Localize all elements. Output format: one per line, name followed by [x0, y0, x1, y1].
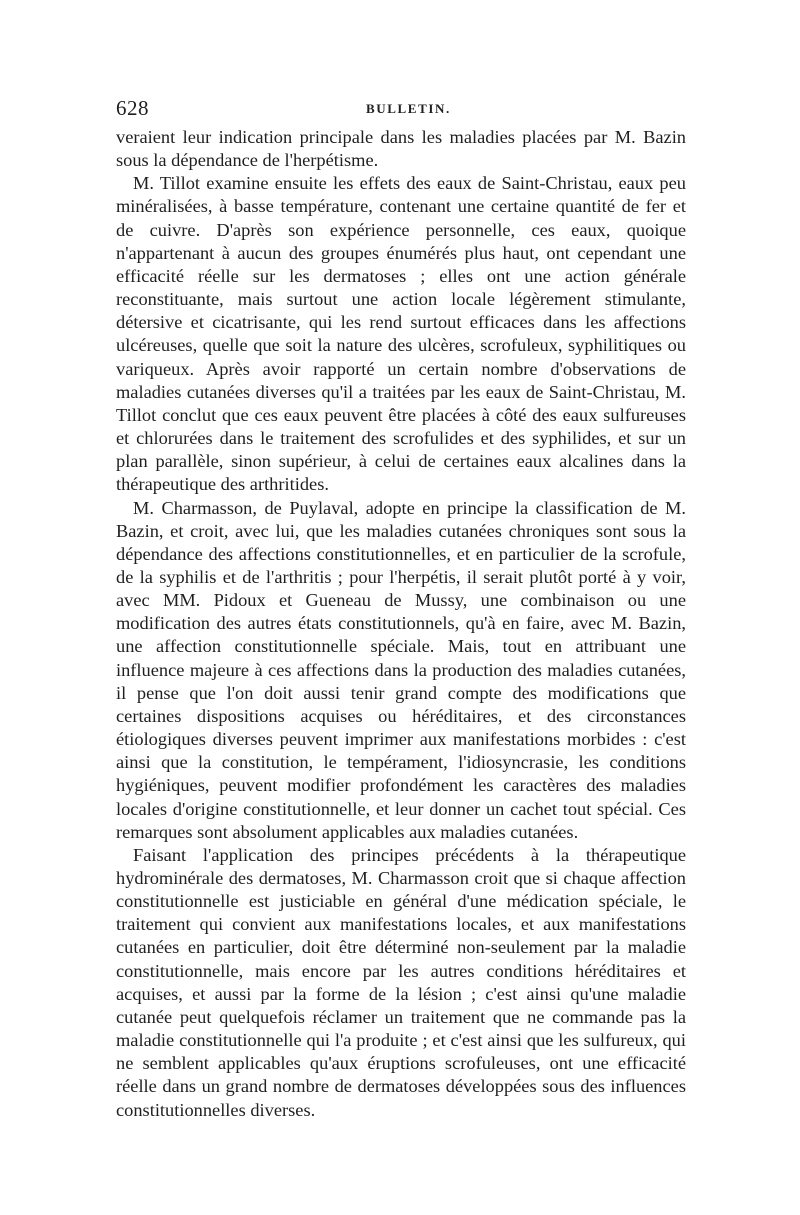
- running-header: [116, 96, 686, 124]
- paragraph-application: Faisant l'application des principes précédents à la thérapeutique hydrominérale des dermatoses, M. Charmasson croit que si chaque affection constitutionnelle est justiciable en général d'une médication spéciale, le traitement qui convient aux manifestations locales, et aux manifestations cutanées en particulier, doit être déterminé non-seulement par la maladie constitutionnelle, mais encore par les autres conditions héréditaires et acquises, et aussi par la forme de la lésion ; c'est ainsi qu'une maladie cutanée peut quelquefois réclamer un traitement que ne commande pas la maladie constitutionnelle qui l'a produite ; et c'est ainsi que les sulfureux, qui ne semblent applicables qu'aux éruptions scrofuleuses, ont une efficacité réelle dans un grand nombre de dermatoses développées sous des influences constitutionnelles diverses.: [116, 844, 686, 1120]
- page-number: 628: [116, 96, 149, 120]
- paragraph-charmasson: M. Charmasson, de Puylaval, adopte en principe la classification de M. Bazin, et croit, avec lui, que les maladies cutanées chroniques sont sous la dépendance des affections constitutionnelles, et en particulier de la scrofule, de la syphilis et de l'arthritis ; pour l'herpétis, il serait plutôt porté à y voir, avec MM. Pidoux et Gueneau de Mussy, une combinaison ou une modification des autres états constitutionnels, qu'à en faire, avec M. Bazin, une affection constitutionnelle spéciale. Mais, tout en attribuant une influence majeure à ces affections dans la production des maladies cutanées, il pense que l'on doit aussi tenir grand compte des modifications que certaines dispositions acquises ou héréditaires, et des circonstances étiologiques diverses peuvent imprimer aux manifestations morbides : c'est ainsi que la constitution, le tempérament, l'idiosyncrasie, les conditions hygiéniques, peuvent modifier profondément les caractères des maladies locales d'origine constitutionnelle, et leur donner un cachet tout spécial. Ces remarques sont absolument applicables aux maladies cutanées.: [116, 497, 686, 842]
- body-text: [116, 126, 686, 1122]
- paragraph-continued: veraient leur indication principale dans les maladies placées par M. Bazin sous la dépendance de l'herpétisme.: [116, 127, 686, 171]
- paragraph-tillot: M. Tillot examine ensuite les effets des eaux de Saint-Christau, eaux peu minéralisées, à basse température, contenant une certaine quantité de fer et de cuivre. D'après son expérience personnelle, ces eaux, quoique n'appartenant à aucun des groupes énumérés plus haut, ont cependant une efficacité réelle sur les dermatoses ; elles ont une action générale reconstituante, mais surtout une action locale légèrement stimulante, détersive et cicatrisante, qui les rend surtout efficaces dans les affections ulcéreuses, quelle que soit la nature des ulcères, scrofuleux, syphilitiques ou variqueux. Après avoir rapporté un certain nombre d'observations de maladies cutanées diverses qu'il a traitées par les eaux de Saint-Christau, M. Tillot conclut que ces eaux peuvent être placées à côté des eaux sulfureuses et chlorurées dans le traitement des scrofulides et des syphilides, et sur un plan parallèle, sinon supérieur, à celui de certaines eaux alcalines dans la thérapeutique des arthritides.: [116, 173, 686, 495]
- book-page: [116, 96, 686, 1122]
- running-title: BULLETIN.: [366, 101, 451, 116]
